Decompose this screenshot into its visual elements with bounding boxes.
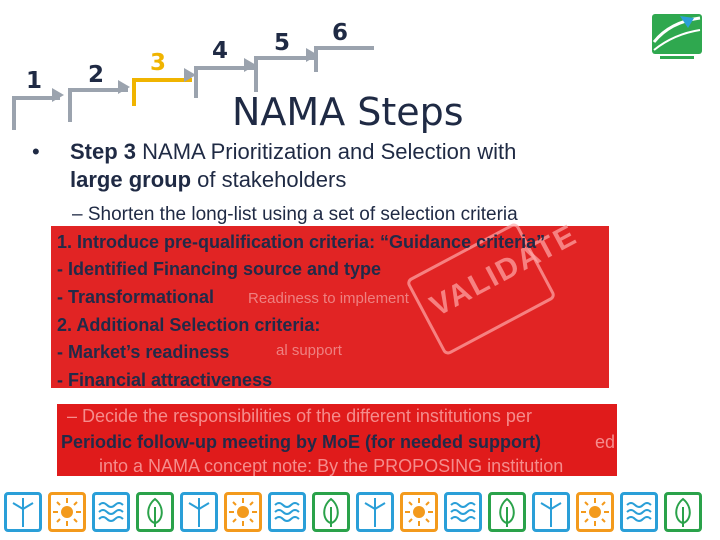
bullet-text-2: of stakeholders: [191, 167, 347, 192]
sun-icon: [48, 492, 86, 532]
step-4: 4: [212, 38, 229, 64]
criteria-line-1: 1. Introduce pre-qualification criteria: “Guidance criteria”: [57, 232, 546, 252]
criteria-line-4: 2. Additional Selection criteria:: [57, 315, 321, 335]
step-5: 5: [274, 30, 291, 56]
water-waves-icon: [268, 492, 306, 532]
criteria-line-2: - Identified Financing source and type: [57, 259, 382, 279]
sun-icon: [224, 492, 262, 532]
follow-up-box: [57, 404, 617, 476]
sub-bullet: – Shorten the long-list using a set of selection criteria: [72, 204, 518, 225]
step-1: 1: [26, 68, 43, 94]
leaf-icon: [664, 492, 702, 532]
water-waves-icon: [620, 492, 658, 532]
arrow-icon: [118, 80, 130, 94]
stamp-text: VALIDATE: [424, 218, 583, 324]
sun-icon: [576, 492, 614, 532]
organization-logo: [650, 12, 704, 62]
wind-turbine-icon: [4, 492, 42, 532]
criteria-line-5: - Market’s readiness: [57, 342, 230, 362]
follow-up-text: Periodic follow-up meeting by MoE (for needed support): [61, 432, 542, 452]
step-2: 2: [88, 62, 105, 88]
wind-turbine-icon: [532, 492, 570, 532]
water-waves-icon: [444, 492, 482, 532]
wind-turbine-icon: [356, 492, 394, 532]
main-bullet-text: [70, 138, 630, 194]
bullet-text-1: NAMA Prioritization and Selection with: [136, 139, 517, 164]
faint-line-2: ed: [595, 432, 616, 452]
stair-3: [132, 78, 192, 106]
faint-line-1: – Decide the responsibilities of the different institutions per: [67, 406, 532, 426]
page-title: NAMA Steps: [232, 90, 464, 134]
stair-6: [314, 46, 374, 72]
bullet-bold-2: large group: [70, 167, 192, 192]
faint-line-3: into a NAMA concept note: By the PROPOSING institution: [99, 456, 564, 476]
step-label: Step 3: [70, 139, 137, 164]
sun-icon: [400, 492, 438, 532]
footer-icon-bar: [0, 484, 720, 540]
ghost-text-support: al support: [276, 342, 342, 359]
criteria-line-3: - Transformational: [57, 287, 215, 307]
leaf-icon: [312, 492, 350, 532]
step-6: 6: [332, 20, 349, 46]
ghost-text-readiness: Readiness to implement: [248, 290, 409, 307]
water-waves-icon: [92, 492, 130, 532]
arrow-icon: [52, 88, 64, 102]
step-3: 3: [150, 50, 167, 76]
bullet-marker: •: [32, 139, 40, 164]
wind-turbine-icon: [180, 492, 218, 532]
leaf-icon: [488, 492, 526, 532]
criteria-line-6: - Financial attractiveness: [57, 370, 273, 390]
leaf-icon: [136, 492, 174, 532]
